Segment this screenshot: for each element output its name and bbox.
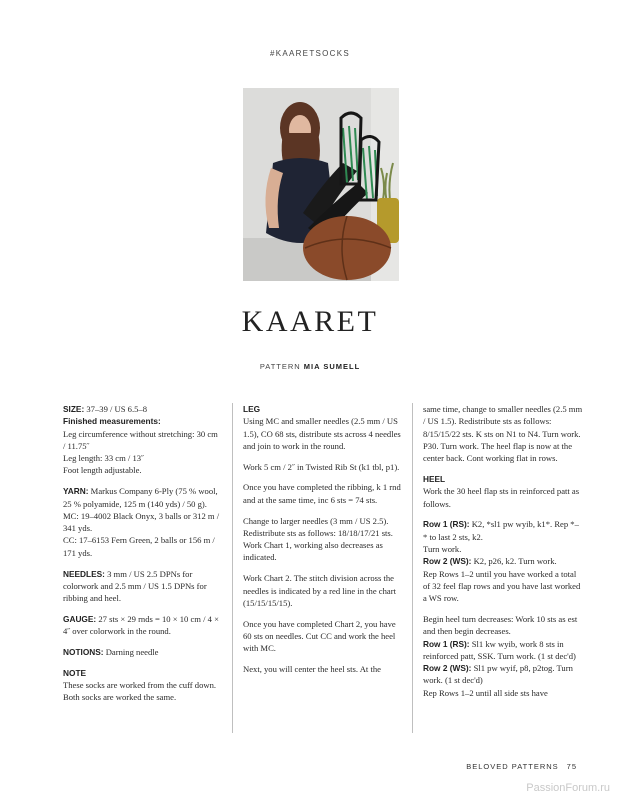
heel-turn-intro: Begin heel turn decreases: Work 10 sts as est and then begin decreases. xyxy=(423,613,578,637)
heel-paragraph: Work the 30 heel flap sts in reinforced patt as follows. xyxy=(423,486,580,509)
needles-label: NEEDLES: xyxy=(63,568,105,579)
size-label: SIZE: xyxy=(63,404,85,414)
finished-label: Finished measurements: xyxy=(63,416,161,427)
series-hashtag: #KAARETSOCKS xyxy=(269,49,351,58)
heel-row1-text: Sl1 kw wyib, work 8 sts in reinforced patt, SSK. Turn work. (1 st dec'd) xyxy=(423,638,576,661)
row2-label: Row 2 (WS): xyxy=(423,556,472,567)
photo-illustration xyxy=(243,88,399,281)
magazine-name: BELOVED PATTERNS xyxy=(466,762,559,771)
gauge-label: GAUGE: xyxy=(63,613,97,624)
yarn-label: YARN: xyxy=(63,486,89,497)
leg-paragraph: Once you have completed Chart 2, you have 60 sts on needles. Cut CC and work the heel with MC. xyxy=(243,618,396,654)
column-divider xyxy=(412,403,413,733)
foot-length: Foot length adjustable. xyxy=(63,465,142,476)
size-value: 37–39 / US 6.5–8 xyxy=(86,404,148,414)
leg-paragraph: Change to larger needles (3 mm / US 2.5). Redistribute sts as follows: 18/18/17/21 sts. Work Chart 1, working also decreases as indicated. xyxy=(243,515,393,563)
repeat-rows: Rep Rows 1–2 until you have worked a total of 32 feel flap rows and you have last worked a WS row. xyxy=(423,568,581,604)
cc-text: CC: 17–6153 Fern Green, 2 balls or 156 m / 171 yds. xyxy=(63,535,215,558)
heel-heading: HEEL xyxy=(423,473,446,484)
row2-text: K2, p26, k2. Turn work. xyxy=(473,556,557,567)
pattern-title: KAARET xyxy=(241,305,379,338)
leg-paragraph: Using MC and smaller needles (2.5 mm / US 1.5), CO 68 sts, distribute sts across 4 needles and join to work in the round. xyxy=(243,416,401,451)
repeat-rows-2: Rep Rows 1–2 until all side sts have xyxy=(423,687,548,698)
leg-paragraph: Once you have completed the ribbing, k 1 rnd and at the same time, inc 6 sts = 74 sts. xyxy=(243,482,401,505)
note-text: These socks are worked from the cuff down. Both socks are worked the same. xyxy=(63,680,217,703)
note-heading: NOTE xyxy=(63,667,87,678)
needles-text: 3 mm / US 2.5 DPNs for colorwork and 2.5 mm / US 1.5 DPNs for ribbing and heel. xyxy=(63,568,207,604)
notions-label: NOTIONS: xyxy=(63,647,104,658)
pattern-photo xyxy=(243,88,399,281)
row1-label: Row 1 (RS): xyxy=(423,519,470,530)
heel-row2-label: Row 2 (WS): xyxy=(423,663,472,674)
page-number: 75 xyxy=(566,762,577,771)
watermark: PassionForum.ru xyxy=(526,782,610,794)
column-1 xyxy=(63,403,221,704)
notions-text: Darning needle xyxy=(105,647,159,658)
gauge-text: 27 sts × 29 rnds = 10 × 10 cm / 4 × 4˝ over colorwork in the round. xyxy=(63,613,219,637)
leg-length: Leg length: 33 cm / 13˝ xyxy=(63,453,144,464)
column-divider xyxy=(232,403,233,733)
turn-work: Turn work. xyxy=(423,543,462,554)
finished-text: Leg circumference without stretching: 30 cm / 11.75˝ xyxy=(63,428,218,451)
page-footer xyxy=(458,762,577,771)
pattern-byline xyxy=(0,362,620,371)
leg-paragraph: Work 5 cm / 2˝ in Twisted Rib St (k1 tbl, p1). xyxy=(243,461,400,472)
leg-paragraph: Work Chart 2. The stitch division across the needles is indicated by a red line in the chart (15/15/15/15). xyxy=(243,573,396,608)
row1-text: K2, *sl1 pw wyib, k1*. Rep *–* to last 2 sts, k2. xyxy=(423,519,579,542)
leg-heading: LEG xyxy=(243,404,261,414)
heel-row2-text: Sl1 pw wyif, p8, p2tog. Turn work. (1 st dec'd) xyxy=(423,663,573,686)
column-2 xyxy=(243,403,401,684)
heel-intro: same time, change to smaller needles (2.5 mm / US 1.5). Redistribute sts as follows: 8/15/15/22 sts. K sts on N1 to N4. Turn work. P30. Turn work. The heel flap is now at the center back. Cont working flat in rows. xyxy=(423,404,583,464)
leg-paragraph: Next, you will center the heel sts. At the xyxy=(243,664,381,675)
heel-row1-label: Row 1 (RS): xyxy=(423,638,470,649)
yarn-text: Markus Company 6-Ply (75 % wool, 25 % polyamide, 125 m (140 yds) / 50 g). xyxy=(63,486,218,509)
byline-prefix: PATTERN xyxy=(259,362,301,371)
designer-name: MIA SUMELL xyxy=(303,362,361,371)
mc-text: MC: 19–4002 Black Onyx, 3 balls or 312 m / 341 yds. xyxy=(63,510,220,534)
column-3 xyxy=(423,403,583,699)
